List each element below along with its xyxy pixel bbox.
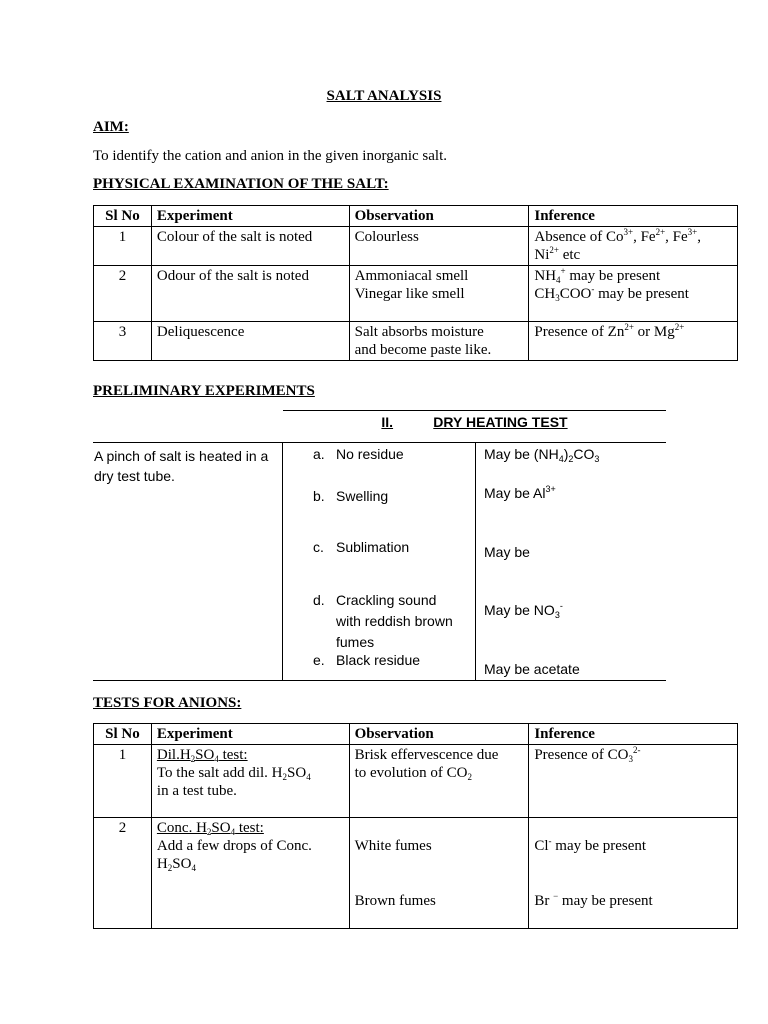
observation-item: a. No residue xyxy=(313,446,404,462)
table-row xyxy=(94,322,738,361)
inference-cell: Presence of $Zn^{2+}$ or $Mg^{2+}$ xyxy=(529,322,738,361)
inference-cell: Presence of $CO_3^{2-}$ xyxy=(529,745,738,818)
header-experiment: Experiment xyxy=(151,206,349,227)
header-observation: Observation xyxy=(349,724,529,745)
test-procedure: To the salt add dil. $H_2SO_4$ in a test tube. xyxy=(156,765,311,799)
observation-cell xyxy=(349,322,529,361)
row-number: 3 xyxy=(94,322,152,361)
header-inference: Inference xyxy=(529,206,738,227)
observation-cell: Brisk effervescence due to evolution of $CO_2$ xyxy=(349,745,529,818)
observation-cell: Colourless xyxy=(349,227,529,266)
section-heading xyxy=(283,414,666,430)
test-name: Conc. $H_2SO_4$ test: xyxy=(156,820,264,837)
anions-heading: TESTS FOR ANIONS: xyxy=(93,695,242,711)
table-row xyxy=(94,266,738,322)
experiment-cell: Deliquescence xyxy=(151,322,349,361)
observation-item: b. Swelling xyxy=(313,488,389,504)
observation-item: c. Sublimation xyxy=(313,539,410,555)
table-header-row xyxy=(94,206,738,227)
inference-line: Br − may be present xyxy=(534,891,653,909)
anions-table xyxy=(93,723,738,929)
divider xyxy=(93,680,666,681)
section-title: DRY HEATING TEST xyxy=(433,414,568,430)
divider xyxy=(283,410,666,411)
row-number: 2 xyxy=(94,266,152,322)
table-row xyxy=(94,227,738,266)
row-number: 1 xyxy=(94,745,152,818)
observation-line: Brown fumes xyxy=(354,893,436,909)
header-sl-no: Sl No xyxy=(94,724,152,745)
divider xyxy=(475,442,476,680)
aim-heading: AIM: xyxy=(93,119,129,135)
row-number: 1 xyxy=(94,227,152,266)
observation-line: Salt absorbs moisture xyxy=(354,324,484,340)
observation-item: d. Crackling sound with reddish brown fumes xyxy=(313,592,453,650)
observation-item: e. Black residue xyxy=(313,652,421,668)
divider xyxy=(93,442,666,443)
table-row xyxy=(94,745,738,818)
experiment-cell xyxy=(151,818,349,929)
dry-heating-inference: May be $NO_3^-$ xyxy=(484,601,563,620)
observation-cell xyxy=(349,266,529,322)
dry-heating-inference: May be acetate xyxy=(484,661,580,677)
header-observation: Observation xyxy=(349,206,529,227)
physical-table xyxy=(93,205,738,361)
physical-heading: PHYSICAL EXAMINATION OF THE SALT: xyxy=(93,176,389,192)
table-header-row xyxy=(94,724,738,745)
observation-line: Vinegar like smell xyxy=(354,286,465,302)
dry-heating-table xyxy=(93,410,666,682)
dry-heating-inference: May be xyxy=(484,544,530,560)
inference-cell xyxy=(529,818,738,929)
header-experiment: Experiment xyxy=(151,724,349,745)
header-sl-no: Sl No xyxy=(94,206,152,227)
experiment-cell: Odour of the salt is noted xyxy=(151,266,349,322)
row-number: 2 xyxy=(94,818,152,929)
observation-line: White fumes xyxy=(354,838,432,854)
test-name: $Dil.H_2SO_4$ test: xyxy=(156,747,248,764)
page-title: SALT ANALYSIS xyxy=(326,88,442,104)
dry-heating-inference: May be $(NH_4)_2CO_3$ xyxy=(484,446,600,464)
inference-cell: Absence of $Co^{3+}$, $Fe^{2+}$, $Fe^{3+}$, $Ni^{2+}$ etc xyxy=(529,227,738,266)
divider xyxy=(282,442,283,680)
observation-line: and become paste like. xyxy=(354,342,492,358)
aim-text: To identify the cation and anion in the given inorganic salt. xyxy=(93,148,448,164)
preliminary-heading: PRELIMINARY EXPERIMENTS xyxy=(93,383,315,399)
dry-heating-inference: May be $Al^{3+}$ xyxy=(484,484,556,501)
header-inference: Inference xyxy=(529,724,738,745)
experiment-cell xyxy=(151,745,349,818)
observation-line: Ammoniacal smell xyxy=(354,268,469,284)
test-procedure: Add a few drops of Conc. $H_2SO_4$ xyxy=(156,838,312,873)
experiment-cell: Colour of the salt is noted xyxy=(151,227,349,266)
dry-heating-procedure: A pinch of salt is heated in a dry test tube. xyxy=(94,448,269,484)
observation-cell xyxy=(349,818,529,929)
table-row xyxy=(94,818,738,929)
inference-line: Cl- may be present xyxy=(534,836,647,854)
inference-cell: $NH_4^+$ may be present $CH_3COO^-$ may be present xyxy=(529,266,738,322)
section-number: II. xyxy=(381,414,394,430)
